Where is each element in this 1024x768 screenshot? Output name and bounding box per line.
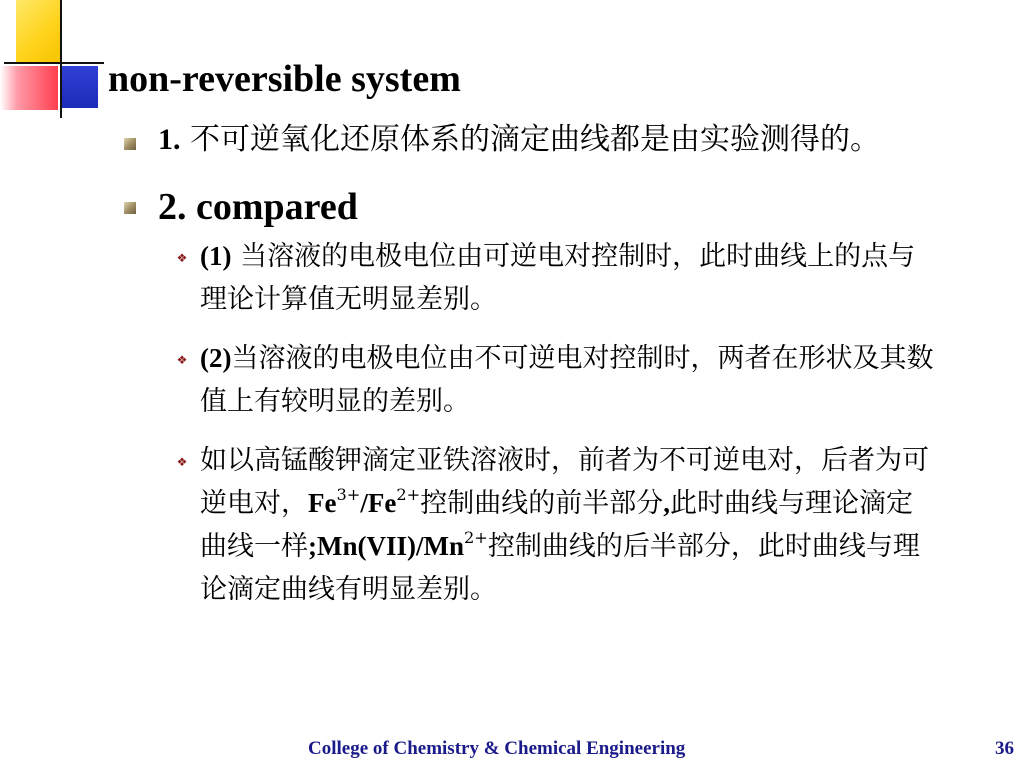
item-1-text: 不可逆氧化还原体系的滴定曲线都是由实验测得的。: [180, 122, 881, 157]
square-bullet-icon: [124, 138, 136, 150]
sub-item-3-text-c: 此时曲线与理论滴定曲线一样: [200, 488, 913, 562]
sub-item-1-prefix: (1): [200, 241, 232, 271]
item-1-number: 1.: [158, 123, 181, 156]
fe3-charge: 3+: [336, 485, 361, 504]
sub-item-1: [168, 235, 938, 321]
diamond-bullet-icon: ❖: [176, 353, 188, 367]
fe2-label: Fe: [367, 488, 397, 518]
bullet-item-1: [122, 118, 972, 162]
logo-horizontal-line: [4, 62, 104, 64]
sub-item-3-text-a: 如以高锰酸钾滴定亚铁溶液时，前者为不可逆电对，后者为可逆电对，: [200, 445, 929, 519]
slide-footer: [0, 736, 1024, 764]
fe2-charge: 2+: [396, 485, 421, 504]
sub-item-3: [168, 439, 938, 611]
bullet-item-2: [122, 184, 972, 229]
sub-item-1-text: 当溶液的电极电位由可逆电对控制时，此时曲线上的点与理论计算值无明显差别。: [200, 241, 916, 315]
sub-item-2-text: 当溶液的电极电位由不可逆电对控制时，两者在形状及其数值上有较明显的差别。: [200, 343, 934, 417]
logo-vertical-line: [60, 0, 62, 118]
item-2-text: compared: [186, 186, 358, 228]
diamond-bullet-icon: ❖: [176, 251, 188, 265]
logo-yellow-square: [16, 0, 60, 62]
comma-separator: ,: [663, 488, 670, 518]
slide-title: non-reversible system: [108, 58, 461, 100]
logo-blue-square: [62, 66, 98, 108]
slide-content: [122, 118, 972, 627]
page-number: 36: [995, 738, 1014, 759]
footer-department: College of Chemistry & Chemical Engineering: [308, 738, 686, 759]
mn2-charge: 2+: [464, 528, 488, 547]
sub-item-2: [168, 337, 938, 423]
mn-couple-label: Mn(VII)/Mn: [317, 531, 464, 561]
diamond-bullet-icon: ❖: [176, 455, 188, 469]
fe3-label: Fe: [308, 488, 337, 518]
slide-logo-decoration: [0, 0, 110, 120]
sub-item-3-text-d: 控制曲线的后半部分，此时曲线与理论滴定曲线有明显差别。: [200, 531, 920, 605]
logo-red-square: [0, 66, 58, 110]
sub-item-2-prefix: (2): [200, 343, 232, 373]
sub-item-3-text-b: 控制曲线的前半部分: [420, 488, 664, 519]
square-bullet-icon: [124, 202, 136, 214]
item-2-number: 2.: [158, 186, 187, 228]
semicolon-separator: ;: [308, 531, 317, 561]
redox-slash: /: [360, 488, 368, 518]
sub-bullet-list: [122, 235, 972, 611]
